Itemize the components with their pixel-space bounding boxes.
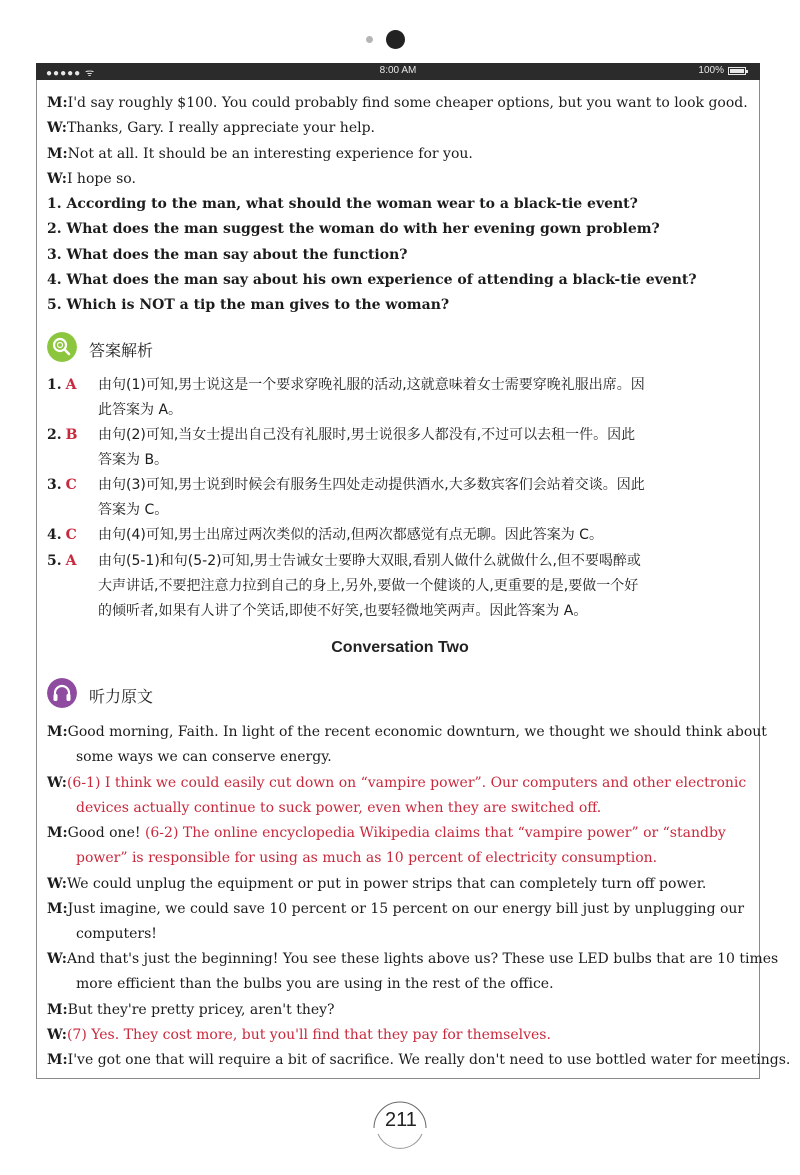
dialogue-line: W:Thanks, Gary. I really appreciate your help.: [47, 120, 375, 136]
transcript-section-title: 听力原文: [89, 687, 154, 706]
transcript-text: I've got one that will require a bit of sacrifice. We really don't need to use bottled water for meetings.: [67, 1052, 791, 1068]
transcript-line: [47, 1050, 791, 1070]
transcript-line: [47, 722, 767, 742]
transcript-line: [47, 747, 752, 767]
transcript-text: And that's just the beginning! You see these lights above us? These use LED bulbs that are 10 times: [66, 951, 779, 967]
answer-explanation: 由句(3)可知,男士说到时候会有服务生四处走动提供酒水,大多数宾客们会站着交谈。因此: [98, 477, 645, 493]
speaker-label: W:: [47, 1027, 67, 1043]
question-item: 5. Which is NOT a tip the man gives to the woman?: [47, 297, 450, 313]
answer-explanation: 由句(4)可知,男士出席过两次类似的活动,但两次都感觉有点无聊。因此答案为 C。: [98, 527, 603, 543]
headphones-icon: [47, 678, 77, 708]
page-number: 211: [385, 1109, 417, 1131]
speaker-label: M:: [47, 901, 68, 917]
transcript-text: Good one!: [67, 825, 145, 841]
speaker-label: W:: [47, 951, 67, 967]
answer-explanation: 大声讲话,不要把注意力拉到自己的身上,另外,要做一个健谈的人,更重要的是,要做一个好: [98, 578, 639, 594]
transcript-line: [47, 823, 752, 843]
speaker-label: M:: [47, 1002, 68, 1018]
answer-label: 5. A: [47, 553, 77, 569]
answer-explanation: 答案为 B。: [98, 452, 169, 468]
signal-indicator: ●●●●● ᯤ: [46, 68, 96, 79]
transcript-line: [47, 874, 752, 894]
transcript-text: But they're pretty pricey, aren't they?: [67, 1002, 335, 1018]
transcript-line: [47, 949, 779, 969]
highlighted-text: power” is responsible for using as much as 10 percent of electricity consumption.: [76, 850, 658, 866]
speaker-label: W:: [47, 775, 67, 791]
magnifier-icon: [47, 332, 77, 362]
answer-explanation: 由句(1)可知,男士说这是一个要求穿晚礼服的活动,这就意味着女士需要穿晚礼服出席。因: [98, 377, 645, 393]
question-item: 4. What does the man say about his own experience of attending a black-tie event?: [47, 272, 697, 288]
speaker-label: W:: [47, 876, 67, 892]
transcript-text: computers!: [76, 926, 157, 942]
transcript-line: [47, 974, 752, 994]
answer-label: 4. C: [47, 527, 77, 543]
answer-explanation: 答案为 C。: [98, 502, 169, 518]
battery-status: [698, 65, 746, 76]
question-item: 3. What does the man say about the function?: [47, 247, 408, 263]
conversation-title: Conversation Two: [331, 639, 469, 656]
transcript-line: [47, 1025, 752, 1045]
answer-label: 1. A: [47, 377, 77, 393]
transcript-line: [47, 924, 752, 944]
answer-label: 2. B: [47, 427, 78, 443]
speaker-label: M:: [47, 1052, 68, 1068]
device-camera-dots: [0, 30, 800, 50]
transcript-text: more efficient than the bulbs you are using in the rest of the office.: [76, 976, 554, 992]
battery-icon: [728, 67, 746, 75]
camera-dot-small: [366, 36, 373, 43]
speaker-label: M:: [47, 825, 68, 841]
highlighted-text: (6-1) I think we could easily cut down on “vampire power”. Our computers and other electronic: [66, 775, 747, 791]
dialogue-line: M:I'd say roughly $100. You could probably find some cheaper options, but you want to look good.: [47, 95, 748, 111]
transcript-text: Just imagine, we could save 10 percent or 15 percent on our energy bill just by unplugging our: [67, 901, 745, 917]
highlighted-text: devices actually continue to suck power, even when they are switched off.: [76, 800, 602, 816]
answer-explanation: 由句(5-1)和句(5-2)可知,男士告诫女士要睁大双眼,看别人做什么就做什么,但不要喝醉或: [98, 553, 641, 569]
transcript-text: We could unplug the equipment or put in power strips that can completely turn off power.: [66, 876, 707, 892]
answer-section-title: 答案解析: [89, 341, 154, 360]
question-item: 2. What does the man suggest the woman do with her evening gown problem?: [47, 221, 660, 237]
battery-percent: 100%: [698, 65, 724, 76]
status-time: 8:00 AM: [379, 65, 417, 76]
question-item: 1. According to the man, what should the woman wear to a black-tie event?: [47, 196, 638, 212]
camera-dot-large: [386, 30, 405, 49]
transcript-line: [47, 1000, 752, 1020]
dialogue-line: M:Not at all. It should be an interesting experience for you.: [47, 146, 473, 162]
answer-explanation: 由句(2)可知,当女士提出自己没有礼服时,男士说很多人都没有,不过可以去租一件。因此: [98, 427, 636, 443]
answer-explanation: 此答案为 A。: [98, 402, 183, 418]
transcript-line: [47, 899, 752, 919]
answer-explanation: 的倾听者,如果有人讲了个笑话,即使不好笑,也要轻微地笑两声。因此答案为 A。: [98, 603, 588, 619]
status-bar: [36, 63, 760, 80]
transcript-line: [47, 848, 752, 868]
transcript-line: [47, 773, 752, 793]
transcript-text: Good morning, Faith. In light of the recent economic downturn, we thought we should think about: [67, 724, 767, 740]
answer-label: 3. C: [47, 477, 77, 493]
transcript-line: [47, 798, 752, 818]
speaker-label: M:: [47, 724, 68, 740]
dialogue-line: W:I hope so.: [47, 171, 136, 187]
highlighted-text: (7) Yes. They cost more, but you'll find that they pay for themselves.: [66, 1027, 551, 1043]
transcript-text: some ways we can conserve energy.: [76, 749, 332, 765]
highlighted-text: (6-2) The online encyclopedia Wikipedia claims that “vampire power” or “standby: [144, 825, 726, 841]
